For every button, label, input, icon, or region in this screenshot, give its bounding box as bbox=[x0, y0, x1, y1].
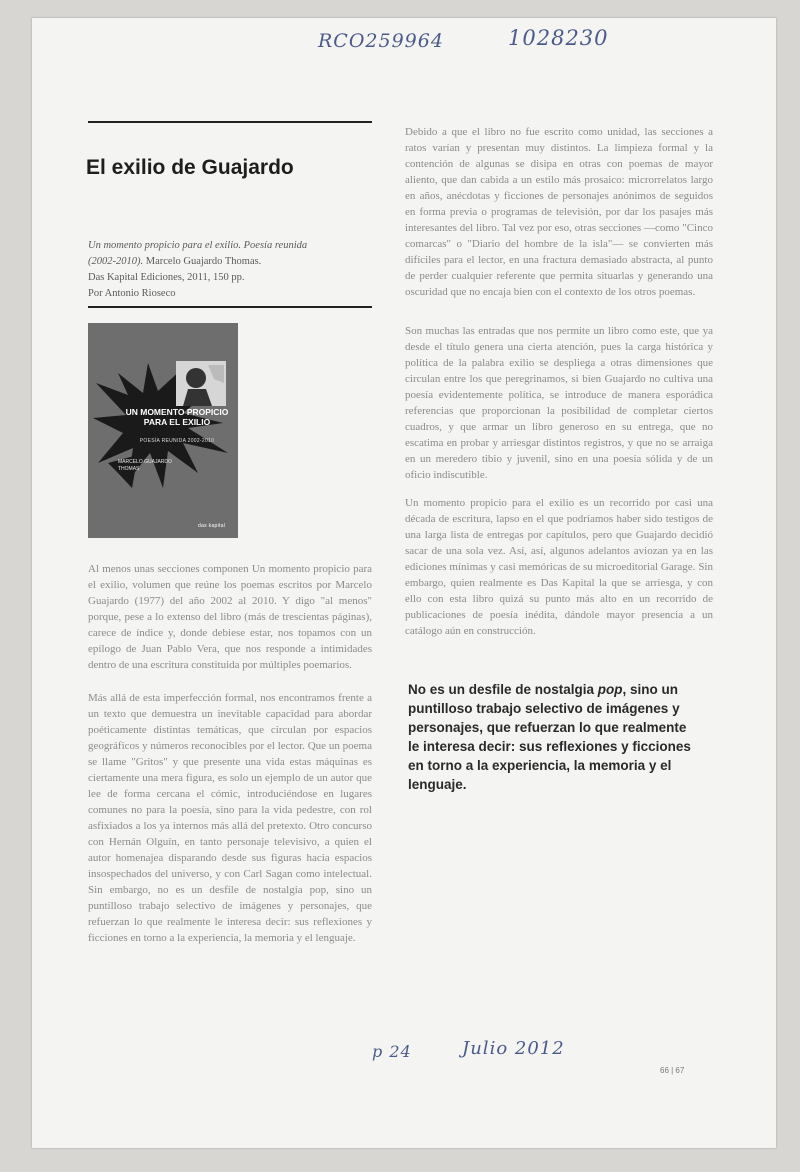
cover-author: MARCELO GUAJARDO THOMAS bbox=[118, 459, 172, 472]
left-paragraph-2: Más allá de esta imperfección formal, nos encontramos frente a un texto que demuestra un inevitable capacidad para abordar poéticamente distintas temáticas, que circulan por espacios geográficos y números reconocibles por el lector. Que un poema se llame "Gritos" y que presente una vida estas máquinas es ciertamente una mera figura, es solo un ejemplo de un autor que lee de forma cercana el cómic, introduciéndose en lugares comunes no para la poesía, sino para la vida pedestre, con rol asfixiados a los ya internos más allá del pretexto. Otro concurso con Hernán Olguín, en tanto personaje televisivo, a quien el autor homenajea disparando desde sus figuras hacia espacios insospechados del universo, y con Carl Sagan como intelectual. Sin embargo, no es un desfile de nostalgia pop, sino un puntilloso trabajo selectivo de imágenes y personajes, que refuerzan lo que realmente le interesa decir: sus reflexiones y ficciones en torno a la experiencia, la memoria y el lenguaje. bbox=[88, 692, 372, 944]
publisher-line: Das Kapital Ediciones, 2011, 150 pp. bbox=[88, 272, 245, 283]
cover-artwork bbox=[88, 323, 238, 538]
pull-quote bbox=[408, 680, 698, 794]
article-title: El exilio de Guajardo bbox=[86, 156, 294, 179]
book-title: Un momento propicio para el exilio. Poesía reunida bbox=[88, 240, 308, 251]
pull-quote-end: , sino un puntilloso trabajo selectivo de imágenes y personajes, que refuerzan lo que realmente le interesa decir: sus reflexiones y ficciones en torno a la experiencia, la memoria y el lenguaje. bbox=[408, 682, 691, 792]
byline: Por Antonio Rioseco bbox=[88, 288, 176, 299]
cover-publisher-logo: das kapital bbox=[198, 523, 226, 529]
pull-quote-start: No es un desfile de nostalgia bbox=[408, 682, 598, 697]
right-paragraph-2: Son muchas las entradas que nos permite un libro como este, que ya desde el título genera una cierta atención, pues la carga histórica y política de la palabra exilio se despliega a otras dimensiones que circulan entre los que peregrinamos, si bien Guajardo no cultiva una poesía evidentemente política, se introduce de manera esporádica referencias que proporcionan la posibilidad de completar ciertos cuadros, y que armar un libro generoso en su entrega, que no escatima en probar y arriesgar distintos registros, y que no se arraiga en un meredero tibio y juvenil, sino en una poesía sólida y de un oficio indiscutible. bbox=[405, 325, 713, 481]
cover-title: UN MOMENTO PROPICIO PARA EL EXILIO bbox=[125, 407, 229, 427]
right-paragraph-3: Un momento propicio para el exilio es un recorrido por casi una década de escritura, lapso en el que podríamos haber sido testigos de una larga lista de entregas por capítulos, pero que Guajardo decidió sacar de una sola vez. Así, así, algunos adelantos aviozan ya en las ediciones mínimas y casi memóricas de su microeditorial Garage. Sin embargo, quien realmente es Das Kapital la que se arriesga, y con ello con esta libro quizá su punto más alto en un recorrido de publicaciones de poesía inédita, dándole mayor presencia a un catálogo aún en construcción. bbox=[405, 497, 713, 637]
handwritten-page-note: p 24 bbox=[372, 1042, 412, 1061]
handwritten-code-left: RCO259964 bbox=[318, 30, 444, 52]
page-number: 66 | 67 bbox=[660, 1066, 685, 1075]
handwritten-code-right: 1028230 bbox=[508, 26, 609, 50]
book-cover-image bbox=[88, 323, 238, 538]
right-paragraph-1: Debido a que el libro no fue escrito como unidad, las secciones a ratos varían y presentan muy distintos. La limpieza formal y la contención de algunas se disipa en otras con poemas de mayor aliento, que dan cabida a un estilo más prosaico: microrrelatos largo en años, anécdotas y ficciones de personajes anónimos de seguidos en forma previa o programas de televisión, por dar los pasajes más interesantes del libro. Tal vez por eso, otras secciones —como "Cinco comarcas" o "Diario del hombre de la isla"— se convierten más difíciles para el lector, en una fractura demasiado abstracta, al punto de perder cualquier referente que permita situarlas y generando una oscuridad que no encaja bien con el contexto de los otros poemas. bbox=[405, 126, 713, 298]
book-metadata bbox=[88, 238, 378, 302]
book-years: (2002-2010). bbox=[88, 256, 144, 267]
metadata-bottom-rule bbox=[88, 306, 372, 308]
cover-subtitle: POESÍA REUNIDA 2002-2010 bbox=[139, 438, 215, 444]
pull-quote-emphasis: pop bbox=[597, 682, 623, 697]
left-paragraph-1: Al menos unas secciones componen Un momento propicio para el exilio, volumen que reúne los poemas escritos por Marcelo Guajardo (1977) del año 2002 al 2010. Y digo "al menos" porque, pese a lo extenso del libro (más de trescientas páginas), carece de índice y, donde debiese estar, nos topamos con un epílogo de Juan Pablo Vera, que nos responde a intimidades dentro de una escritura constituida por múltiples poemarios. bbox=[88, 563, 372, 671]
handwritten-date: Julio 2012 bbox=[462, 1038, 565, 1059]
book-author: Marcelo Guajardo Thomas. bbox=[145, 256, 262, 267]
title-top-rule bbox=[88, 121, 372, 123]
